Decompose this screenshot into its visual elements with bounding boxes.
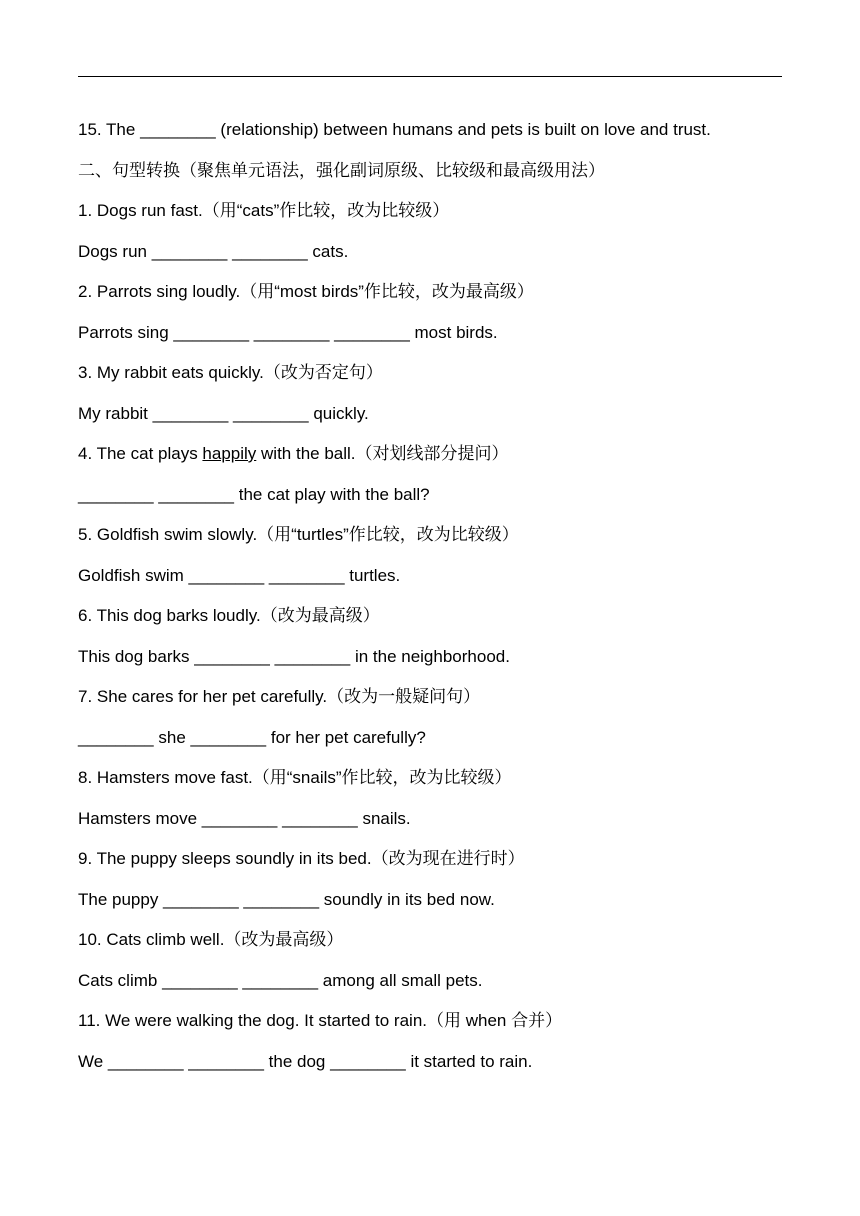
section-2-heading: 二、句型转换（聚焦单元语法，强化副词原级、比较级和最高级用法） — [78, 160, 605, 180]
header-rule — [78, 76, 782, 77]
item-2-prompt: 2. Parrots sing loudly.（用“most birds”作比较，改为最高级） — [78, 282, 534, 301]
item-15-question: 15. The ________ (relationship) between humans and pets is built on love and trust. — [78, 120, 711, 139]
item-3-answer: My rabbit ________ ________ quickly. — [78, 403, 369, 423]
item-2-answer: Parrots sing ________ ________ ________ most birds. — [78, 322, 498, 342]
item-6-answer: This dog barks ________ ________ in the neighborhood. — [78, 646, 510, 666]
item-5-prompt: 5. Goldfish swim slowly.（用“turtles”作比较，改为比较级） — [78, 525, 519, 544]
item-1-answer: Dogs run ________ ________ cats. — [78, 241, 349, 261]
item-9-answer: The puppy ________ ________ soundly in its bed now. — [78, 889, 495, 909]
item-4-prompt-after: with the ball.（对划线部分提问） — [256, 444, 509, 463]
item-4-prompt — [78, 434, 798, 475]
item-9-prompt: 9. The puppy sleeps soundly in its bed.（改为现在进行时） — [78, 849, 525, 868]
item-8-answer: Hamsters move ________ ________ snails. — [78, 808, 411, 828]
item-7-prompt: 7. She cares for her pet carefully.（改为一般疑问句） — [78, 687, 481, 706]
item-5-answer: Goldfish swim ________ ________ turtles. — [78, 565, 401, 585]
item-11-answer: We ________ ________ the dog ________ it started to rain. — [78, 1051, 533, 1071]
item-6-prompt: 6. This dog barks loudly.（改为最高级） — [78, 606, 380, 625]
item-8-prompt: 8. Hamsters move fast.（用“snails”作比较，改为比较级） — [78, 768, 512, 787]
item-10-answer: Cats climb ________ ________ among all small pets. — [78, 970, 483, 990]
item-3-prompt: 3. My rabbit eats quickly.（改为否定句） — [78, 363, 383, 382]
item-4-prompt-before: 4. The cat plays — [78, 444, 203, 463]
item-10-prompt: 10. Cats climb well.（改为最高级） — [78, 930, 344, 949]
item-7-answer: ________ she ________ for her pet carefully? — [78, 727, 426, 747]
item-4-answer: ________ ________ the cat play with the ball? — [78, 484, 430, 504]
exercise-content — [78, 110, 798, 1082]
item-1-prompt: 1. Dogs run fast.（用“cats”作比较，改为比较级） — [78, 201, 450, 220]
item-11-prompt: 11. We were walking the dog. It started to rain.（用 when 合并） — [78, 1011, 563, 1030]
item-4-underlined-word: happily — [202, 444, 257, 463]
